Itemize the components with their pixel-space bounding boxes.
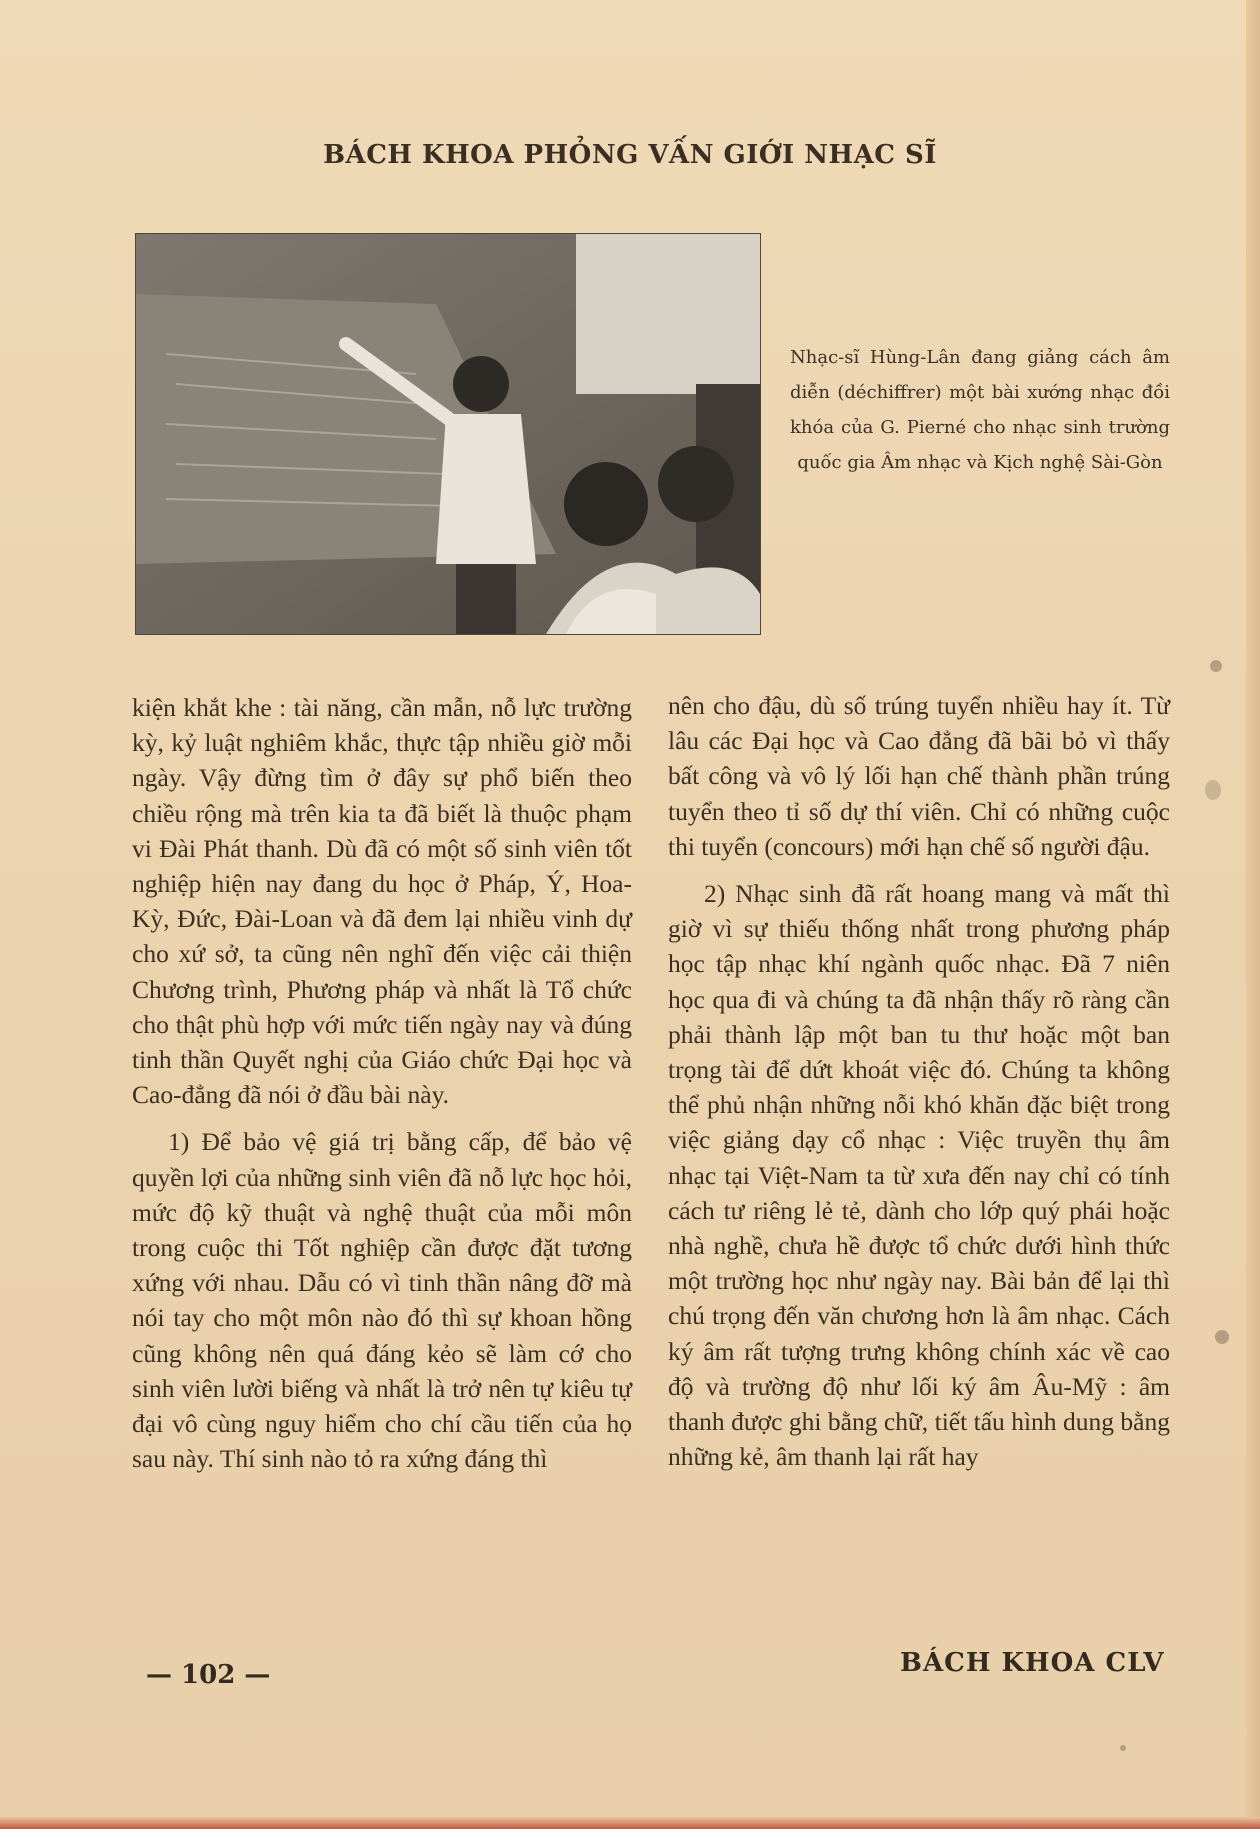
paragraph: 1) Để bảo vệ giá trị bằng cấp, để bảo vệ quyền lợi của những sinh viên đã nỗ lực học hỏi, mức độ kỹ thuật và nghệ thuật của mỗi môn trong cuộc thi Tốt nghiệp cần được đặt tương xứng với nhau. Dẫu có vì tinh thần nâng đỡ mà nói tay cho một môn nào đó thì sự khoan hồng cũng không nên quá đáng kẻo sẽ làm cớ cho sinh viên lười biếng và nhất là trở nên tự kiêu tự đại vô cùng nguy hiểm cho chí cầu tiến của họ sau này. Thí sinh nào tỏ ra xứng đáng thì: [132, 1127, 632, 1474]
teacher-head: [453, 356, 509, 412]
student-head: [564, 462, 648, 546]
page-title: BÁCH KHOA PHỎNG VẤN GIỚI NHẠC SĨ: [323, 140, 937, 170]
left-column: [132, 690, 632, 1476]
page-edge-right: [1246, 0, 1260, 1829]
lecture-photo: [136, 234, 760, 634]
page-edge-bottom: [0, 1817, 1260, 1829]
right-column: [668, 688, 1170, 1474]
paper-speck: [1210, 660, 1222, 672]
page-number: — 102 —: [146, 1660, 271, 1690]
teacher-body: [436, 414, 536, 564]
photo-caption: Nhạc-sĩ Hùng-Lân đang giảng cách âm diễn (déchiffrer) một bài xướng nhạc đồi khóa của G. Pierné cho nhạc sinh trường quốc gia Âm nhạc và Kịch nghệ Sài-Gòn: [790, 347, 1170, 473]
publication-footer: BÁCH KHOA CLV: [900, 1648, 1165, 1678]
paragraph: kiện khắt khe : tài năng, cần mẫn, nỗ lực trường kỳ, kỷ luật nghiêm khắc, thực tập nhiều giờ mỗi ngày. Vậy đừng tìm ở đây sự phổ biến theo chiều rộng mà trên kia ta đã biết là thuộc phạm vi Đài Phát thanh. Dù đã có một số sinh viên tốt nghiệp hiện nay đang du học ở Pháp, Ý, Hoa-Kỳ, Đức, Đài-Loan và đã đem lại nhiều vinh dự cho xứ sở, ta cũng nên nghĩ đến việc cải thiện Chương trình, Phương pháp và nhất là Tổ chức cho thật phù hợp với mức tiến ngày nay và đúng tinh thần Quyết nghị của Giáo chức Đại học và Cao-đẳng đã nói ở đầu bài này.: [132, 693, 632, 1110]
paragraph: nên cho đậu, dù số trúng tuyển nhiều hay ít. Từ lâu các Đại học và Cao đẳng đã bãi bỏ vì thấy bất công và vô lý lối hạn chế thành phần trúng tuyển theo tỉ số dự thí viên. Chỉ có những cuộc thi tuyển (concours) mới hạn chế số người đậu.: [668, 691, 1170, 861]
student-head: [658, 446, 734, 522]
wall-panel: [576, 234, 760, 394]
lecture-photo-illustration: [136, 234, 760, 634]
paper-speck: [1205, 780, 1221, 800]
paper-speck: [1215, 1330, 1229, 1344]
paragraph: 2) Nhạc sinh đã rất hoang mang và mất thì giờ vì sự thiếu thống nhất trong phương pháp học tập nhạc khí ngành quốc nhạc. Đã 7 niên học qua đi và chúng ta đã nhận thấy rõ ràng cần phải thành lập một ban tu thư hoặc một ban trọng tài để dứt khoát việc đó. Chúng ta không thể phủ nhận những nỗi khó khăn đặc biệt trong việc giảng dạy cổ nhạc : Việc truyền thụ âm nhạc tại Việt-Nam ta từ xưa đến nay chỉ có tính cách tư riêng lẻ tẻ, dành cho lớp quý phái hoặc nhà nghề, chưa hề được tổ chức dưới hình thức một trường học như ngày nay. Bài bản để lại thì chú trọng đến văn chương hơn là âm nhạc. Cách ký âm rất tượng trưng không chính xác về cao độ và trường độ như lối ký âm Âu-Mỹ : âm thanh được ghi bằng chữ, tiết tấu hình dung bằng những kẻ, âm thanh lại rất hay: [668, 879, 1170, 1472]
paper-speck: [1120, 1745, 1126, 1751]
